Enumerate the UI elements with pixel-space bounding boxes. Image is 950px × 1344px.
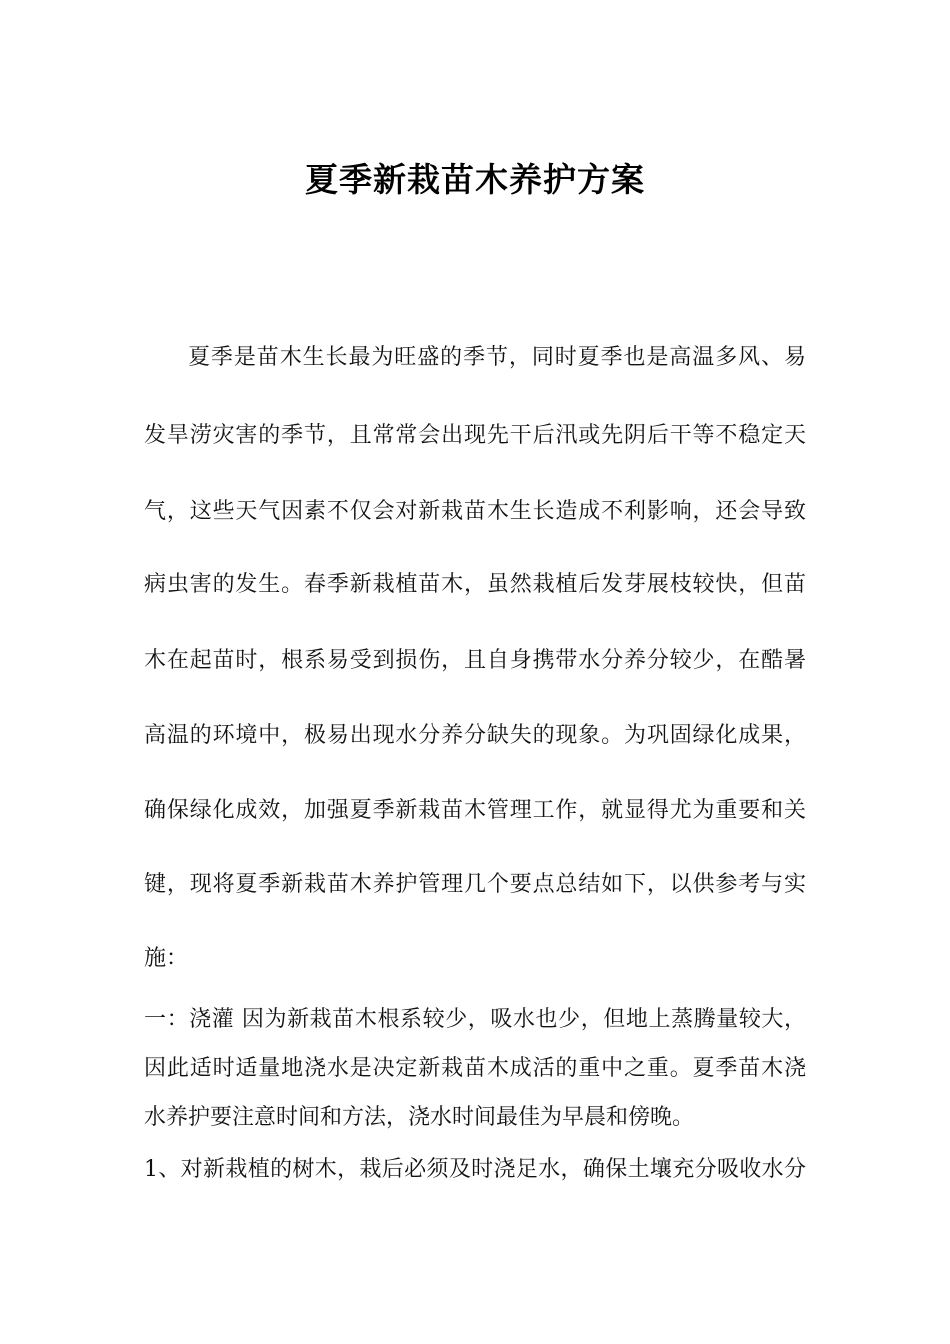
intro-line: 气，这些天气因素不仅会对新栽苗木生长造成不利影响，还会导致 — [144, 499, 806, 524]
intro-line: 施： — [144, 946, 189, 971]
section1-line: 因此适时适量地浇水是决定新栽苗木成活的重中之重。夏季苗木浇 — [144, 1056, 806, 1081]
document-title: 夏季新栽苗木养护方案 — [305, 160, 645, 199]
intro-line: 确保绿化成效，加强夏季新栽苗木管理工作，就显得尤为重要和关 — [144, 798, 806, 823]
intro-line: 夏季是苗木生长最为旺盛的季节，同时夏季也是高温多风、易 — [188, 345, 806, 370]
intro-line: 高温的环境中，极易出现水分养分缺失的现象。为巩固绿化成果， — [144, 723, 806, 748]
section1-line: 一：浇灌 因为新栽苗木根系较少，吸水也少，但地上蒸腾量较大， — [144, 1007, 806, 1032]
intro-line: 键，现将夏季新栽苗木养护管理几个要点总结如下，以供参考与实 — [144, 872, 806, 897]
intro-line: 病虫害的发生。春季新栽植苗木，虽然栽植后发芽展枝较快，但苗 — [144, 572, 806, 597]
section1-line: 水养护要注意时间和方法，浇水时间最佳为早晨和傍晚。 — [144, 1105, 695, 1130]
intro-line: 木在起苗时，根系易受到损伤，且自身携带水分养分较少，在酷暑 — [144, 648, 806, 673]
item1-line: 1、对新栽植的树木，栽后必须及时浇足水，确保土壤充分吸收水分 — [144, 1157, 806, 1182]
intro-line: 发旱涝灾害的季节，且常常会出现先干后汛或先阴后干等不稳定天 — [144, 423, 806, 448]
